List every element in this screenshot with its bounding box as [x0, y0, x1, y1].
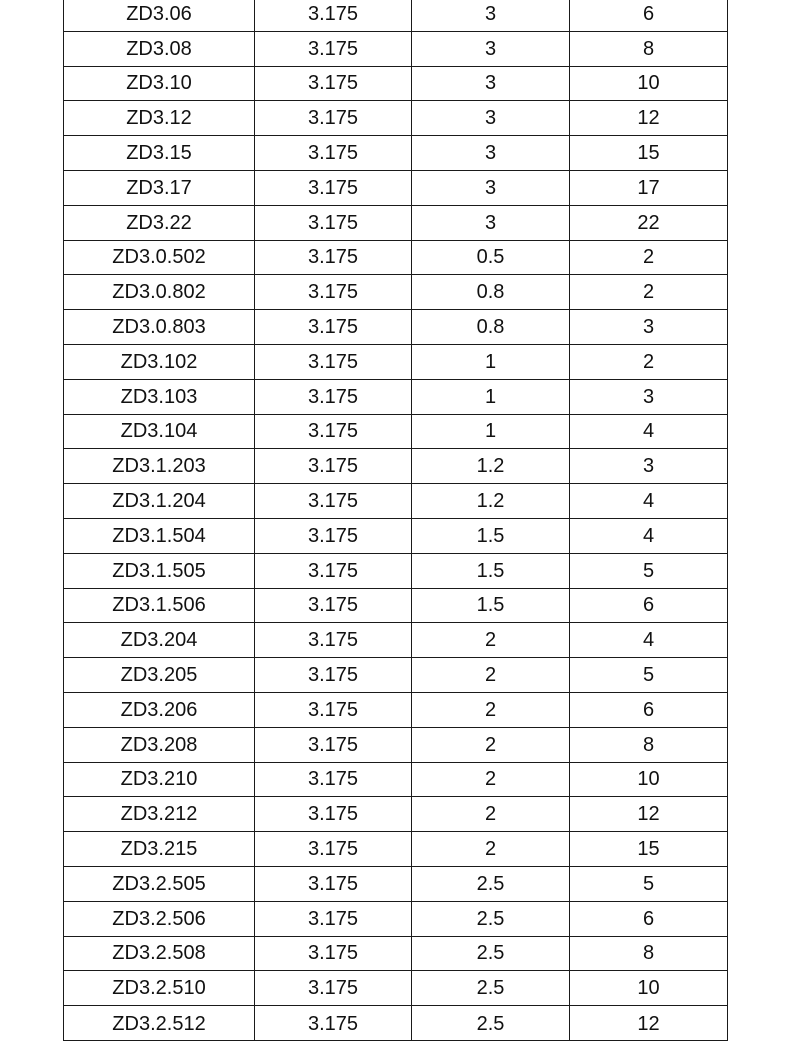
- shank-diameter-cell: 3.175: [255, 553, 412, 588]
- cutting-length-cell: 12: [570, 1006, 728, 1041]
- shank-diameter-cell: 3.175: [255, 101, 412, 136]
- cutting-diameter-cell: 1: [412, 379, 570, 414]
- table-row: [64, 484, 728, 519]
- cutting-diameter-cell: 3: [412, 170, 570, 205]
- model-cell: ZD3.2.505: [64, 866, 255, 901]
- cutting-length-cell: 10: [570, 66, 728, 101]
- table-row: [64, 518, 728, 553]
- cutting-diameter-cell: 2: [412, 832, 570, 867]
- cutting-diameter-cell: 3: [412, 136, 570, 171]
- spec-table: [63, 0, 728, 1041]
- table-row: [64, 0, 728, 31]
- cutting-length-cell: 8: [570, 31, 728, 66]
- shank-diameter-cell: 3.175: [255, 901, 412, 936]
- shank-diameter-cell: 3.175: [255, 484, 412, 519]
- cutting-length-cell: 12: [570, 797, 728, 832]
- cutting-diameter-cell: 2: [412, 692, 570, 727]
- model-cell: ZD3.0.502: [64, 240, 255, 275]
- shank-diameter-cell: 3.175: [255, 797, 412, 832]
- cutting-diameter-cell: 2: [412, 762, 570, 797]
- cutting-diameter-cell: 1: [412, 344, 570, 379]
- cutting-length-cell: 15: [570, 136, 728, 171]
- table-row: [64, 553, 728, 588]
- model-cell: ZD3.102: [64, 344, 255, 379]
- shank-diameter-cell: 3.175: [255, 275, 412, 310]
- model-cell: ZD3.104: [64, 414, 255, 449]
- cutting-length-cell: 12: [570, 101, 728, 136]
- cutting-length-cell: 6: [570, 901, 728, 936]
- cutting-length-cell: 4: [570, 484, 728, 519]
- table-row: [64, 1006, 728, 1041]
- cutting-diameter-cell: 0.5: [412, 240, 570, 275]
- cutting-length-cell: 4: [570, 623, 728, 658]
- model-cell: ZD3.2.510: [64, 971, 255, 1006]
- shank-diameter-cell: 3.175: [255, 832, 412, 867]
- model-cell: ZD3.103: [64, 379, 255, 414]
- table-row: [64, 379, 728, 414]
- shank-diameter-cell: 3.175: [255, 66, 412, 101]
- model-cell: ZD3.208: [64, 727, 255, 762]
- shank-diameter-cell: 3.175: [255, 623, 412, 658]
- model-cell: ZD3.2.506: [64, 901, 255, 936]
- model-cell: ZD3.0.802: [64, 275, 255, 310]
- cutting-diameter-cell: 2: [412, 797, 570, 832]
- cutting-diameter-cell: 1.5: [412, 588, 570, 623]
- shank-diameter-cell: 3.175: [255, 727, 412, 762]
- cutting-length-cell: 15: [570, 832, 728, 867]
- model-cell: ZD3.2.508: [64, 936, 255, 971]
- table-row: [64, 971, 728, 1006]
- shank-diameter-cell: 3.175: [255, 240, 412, 275]
- table-row: [64, 692, 728, 727]
- cutting-diameter-cell: 3: [412, 31, 570, 66]
- shank-diameter-cell: 3.175: [255, 0, 412, 31]
- table-row: [64, 310, 728, 345]
- cutting-diameter-cell: 3: [412, 66, 570, 101]
- cutting-length-cell: 8: [570, 727, 728, 762]
- table-row: [64, 901, 728, 936]
- table-row: [64, 623, 728, 658]
- table-row: [64, 170, 728, 205]
- table-row: [64, 31, 728, 66]
- shank-diameter-cell: 3.175: [255, 136, 412, 171]
- model-cell: ZD3.1.504: [64, 518, 255, 553]
- model-cell: ZD3.12: [64, 101, 255, 136]
- model-cell: ZD3.0.803: [64, 310, 255, 345]
- shank-diameter-cell: 3.175: [255, 588, 412, 623]
- table-row: [64, 66, 728, 101]
- model-cell: ZD3.206: [64, 692, 255, 727]
- shank-diameter-cell: 3.175: [255, 692, 412, 727]
- cutting-diameter-cell: 1.5: [412, 518, 570, 553]
- cutting-diameter-cell: 2.5: [412, 936, 570, 971]
- model-cell: ZD3.1.204: [64, 484, 255, 519]
- cutting-diameter-cell: 2: [412, 623, 570, 658]
- cutting-diameter-cell: 2: [412, 727, 570, 762]
- cutting-length-cell: 2: [570, 275, 728, 310]
- cutting-length-cell: 22: [570, 205, 728, 240]
- cutting-length-cell: 17: [570, 170, 728, 205]
- cutting-length-cell: 6: [570, 588, 728, 623]
- model-cell: ZD3.205: [64, 658, 255, 693]
- table-row: [64, 275, 728, 310]
- table-row: [64, 588, 728, 623]
- table-row: [64, 658, 728, 693]
- cutting-diameter-cell: 1.5: [412, 553, 570, 588]
- cutting-diameter-cell: 2.5: [412, 866, 570, 901]
- table-row: [64, 866, 728, 901]
- shank-diameter-cell: 3.175: [255, 379, 412, 414]
- cutting-length-cell: 2: [570, 344, 728, 379]
- cutting-length-cell: 2: [570, 240, 728, 275]
- shank-diameter-cell: 3.175: [255, 414, 412, 449]
- model-cell: ZD3.215: [64, 832, 255, 867]
- cutting-diameter-cell: 3: [412, 101, 570, 136]
- cutting-length-cell: 6: [570, 692, 728, 727]
- model-cell: ZD3.210: [64, 762, 255, 797]
- cutting-diameter-cell: 2.5: [412, 1006, 570, 1041]
- cutting-length-cell: 5: [570, 866, 728, 901]
- cutting-length-cell: 3: [570, 379, 728, 414]
- model-cell: ZD3.204: [64, 623, 255, 658]
- cutting-diameter-cell: 1: [412, 414, 570, 449]
- shank-diameter-cell: 3.175: [255, 971, 412, 1006]
- cutting-length-cell: 10: [570, 971, 728, 1006]
- shank-diameter-cell: 3.175: [255, 762, 412, 797]
- model-cell: ZD3.22: [64, 205, 255, 240]
- cutting-length-cell: 6: [570, 0, 728, 31]
- cutting-length-cell: 4: [570, 414, 728, 449]
- shank-diameter-cell: 3.175: [255, 449, 412, 484]
- shank-diameter-cell: 3.175: [255, 518, 412, 553]
- table-row: [64, 936, 728, 971]
- spec-table-container: [63, 0, 727, 1041]
- cutting-diameter-cell: 1.2: [412, 484, 570, 519]
- cutting-diameter-cell: 2.5: [412, 901, 570, 936]
- table-row: [64, 414, 728, 449]
- table-row: [64, 205, 728, 240]
- cutting-length-cell: 5: [570, 658, 728, 693]
- cutting-diameter-cell: 0.8: [412, 310, 570, 345]
- table-row: [64, 727, 728, 762]
- shank-diameter-cell: 3.175: [255, 658, 412, 693]
- table-row: [64, 136, 728, 171]
- model-cell: ZD3.212: [64, 797, 255, 832]
- cutting-length-cell: 4: [570, 518, 728, 553]
- model-cell: ZD3.1.506: [64, 588, 255, 623]
- model-cell: ZD3.06: [64, 0, 255, 31]
- table-row: [64, 449, 728, 484]
- table-row: [64, 344, 728, 379]
- cutting-diameter-cell: 2.5: [412, 971, 570, 1006]
- cutting-length-cell: 3: [570, 310, 728, 345]
- shank-diameter-cell: 3.175: [255, 1006, 412, 1041]
- shank-diameter-cell: 3.175: [255, 170, 412, 205]
- table-row: [64, 101, 728, 136]
- shank-diameter-cell: 3.175: [255, 344, 412, 379]
- shank-diameter-cell: 3.175: [255, 205, 412, 240]
- table-row: [64, 832, 728, 867]
- shank-diameter-cell: 3.175: [255, 31, 412, 66]
- model-cell: ZD3.2.512: [64, 1006, 255, 1041]
- shank-diameter-cell: 3.175: [255, 310, 412, 345]
- table-row: [64, 240, 728, 275]
- cutting-diameter-cell: 1.2: [412, 449, 570, 484]
- model-cell: ZD3.15: [64, 136, 255, 171]
- table-row: [64, 762, 728, 797]
- shank-diameter-cell: 3.175: [255, 866, 412, 901]
- cutting-length-cell: 8: [570, 936, 728, 971]
- model-cell: ZD3.1.505: [64, 553, 255, 588]
- cutting-length-cell: 10: [570, 762, 728, 797]
- cutting-diameter-cell: 3: [412, 0, 570, 31]
- cutting-diameter-cell: 2: [412, 658, 570, 693]
- cutting-length-cell: 5: [570, 553, 728, 588]
- model-cell: ZD3.17: [64, 170, 255, 205]
- spec-table-body: [64, 0, 728, 1041]
- cutting-length-cell: 3: [570, 449, 728, 484]
- model-cell: ZD3.10: [64, 66, 255, 101]
- shank-diameter-cell: 3.175: [255, 936, 412, 971]
- model-cell: ZD3.1.203: [64, 449, 255, 484]
- cutting-diameter-cell: 0.8: [412, 275, 570, 310]
- model-cell: ZD3.08: [64, 31, 255, 66]
- table-row: [64, 797, 728, 832]
- cutting-diameter-cell: 3: [412, 205, 570, 240]
